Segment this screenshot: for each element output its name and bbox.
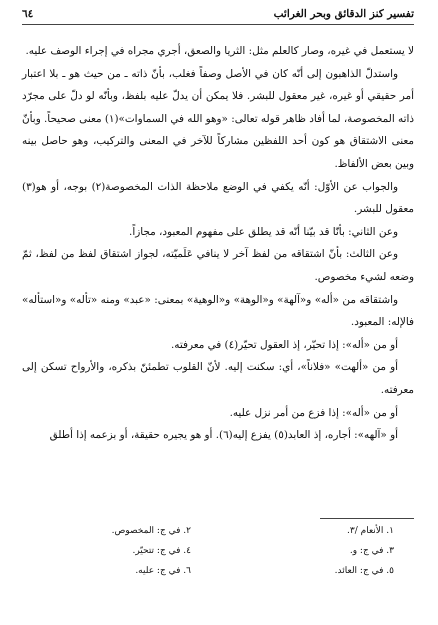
paragraph: والجواب عن الأوّل: أنّه يكفي في الوضع ملاحظة الذات المخصوصة(٢) بوجه، أو هو(٣) معقول للبشر. bbox=[22, 180, 414, 216]
footnote: ٢. في ج: المخصوص. bbox=[111, 526, 191, 536]
running-title: تفسير كنز الدقائق وبحر الغرائب bbox=[273, 8, 414, 20]
paragraph: واشتقاقه من «أله» و«آلهة» و«الوهة» و«الوهية» بمعنى: «عبد» ومنه «تأله» و«استأله» فالإله: المعبود. bbox=[22, 293, 414, 329]
main-text bbox=[22, 40, 414, 447]
paragraph: واستدلّ الذاهبون إلى أنّه كان في الأصل وصفاً فغلب، بأنّ ذاته ـ من حيث هو ـ بلا اعتبار أمر حقيقي أو غيره، غير معقول للبشر. فلا يمكن أن يدلّ عليه بلفظ، وبأنّه لو دلّ على مجرّد ذاته المخصوصة، لما أفاد ظاهر قوله تعالى: «وهو الله في السماوات»(١) معنى صحيحاً. وبأنّ معنى الاشتقاق هو كون أحد اللفظين مشاركاً للآخر في المعنى والتركيب، وهو حاصل بينه وبين بعض الألفاظ. bbox=[22, 67, 414, 170]
footnote: ٤. في ج: تتحيّر. bbox=[132, 546, 191, 556]
page-number: ٦٤ bbox=[22, 8, 34, 20]
paragraph: أو من «أله»: إذا تحيّر، إذ العقول تحيّر(٤) في معرفته. bbox=[170, 338, 398, 351]
paragraph: لا يستعمل في غيره، وصار كالعلم مثل: الثريا والصعق، أجري مجراه في إجراء الوصف عليه. bbox=[25, 45, 414, 57]
footnote: ٥. في ج: العائد. bbox=[334, 566, 394, 576]
footnote: ٦. في ج: عليه. bbox=[135, 566, 191, 576]
paragraph: أو «آلهه»: أجاره، إذ العابد(٥) يفزع إليه(٦). أو هو يجيره حقيقة، أو بزعمه إذا أطلق bbox=[49, 429, 398, 442]
footnote: ٣. في ج: و. bbox=[349, 546, 394, 556]
footnote-divider bbox=[320, 518, 414, 519]
paragraph: وعن الثاني: بأنّا قد بيّنا أنّه قد يطلق على مفهوم المعبود، مجازاً. bbox=[129, 225, 398, 238]
footnotes bbox=[48, 524, 394, 578]
paragraph: أو من «أله»: إذا فزع من أمر نزل عليه. bbox=[229, 406, 398, 419]
paragraph: وعن الثالث: بأنّ اشتقاقه من لفظ آخر لا ينافي عَلَميّته، لجواز اشتقاق لفظ من لفظ، ثمّ وضعه لشيء مخصوص. bbox=[22, 248, 414, 283]
page-header bbox=[22, 8, 414, 25]
footnote: ١. الأنعام /٣. bbox=[347, 526, 394, 536]
paragraph: أو من «ألهت» «فلاناً»، أي: سكنت إليه. لأنّ القلوب تطمئنّ بذكره، والأرواح تسكن إلى معرفته. bbox=[22, 361, 414, 396]
